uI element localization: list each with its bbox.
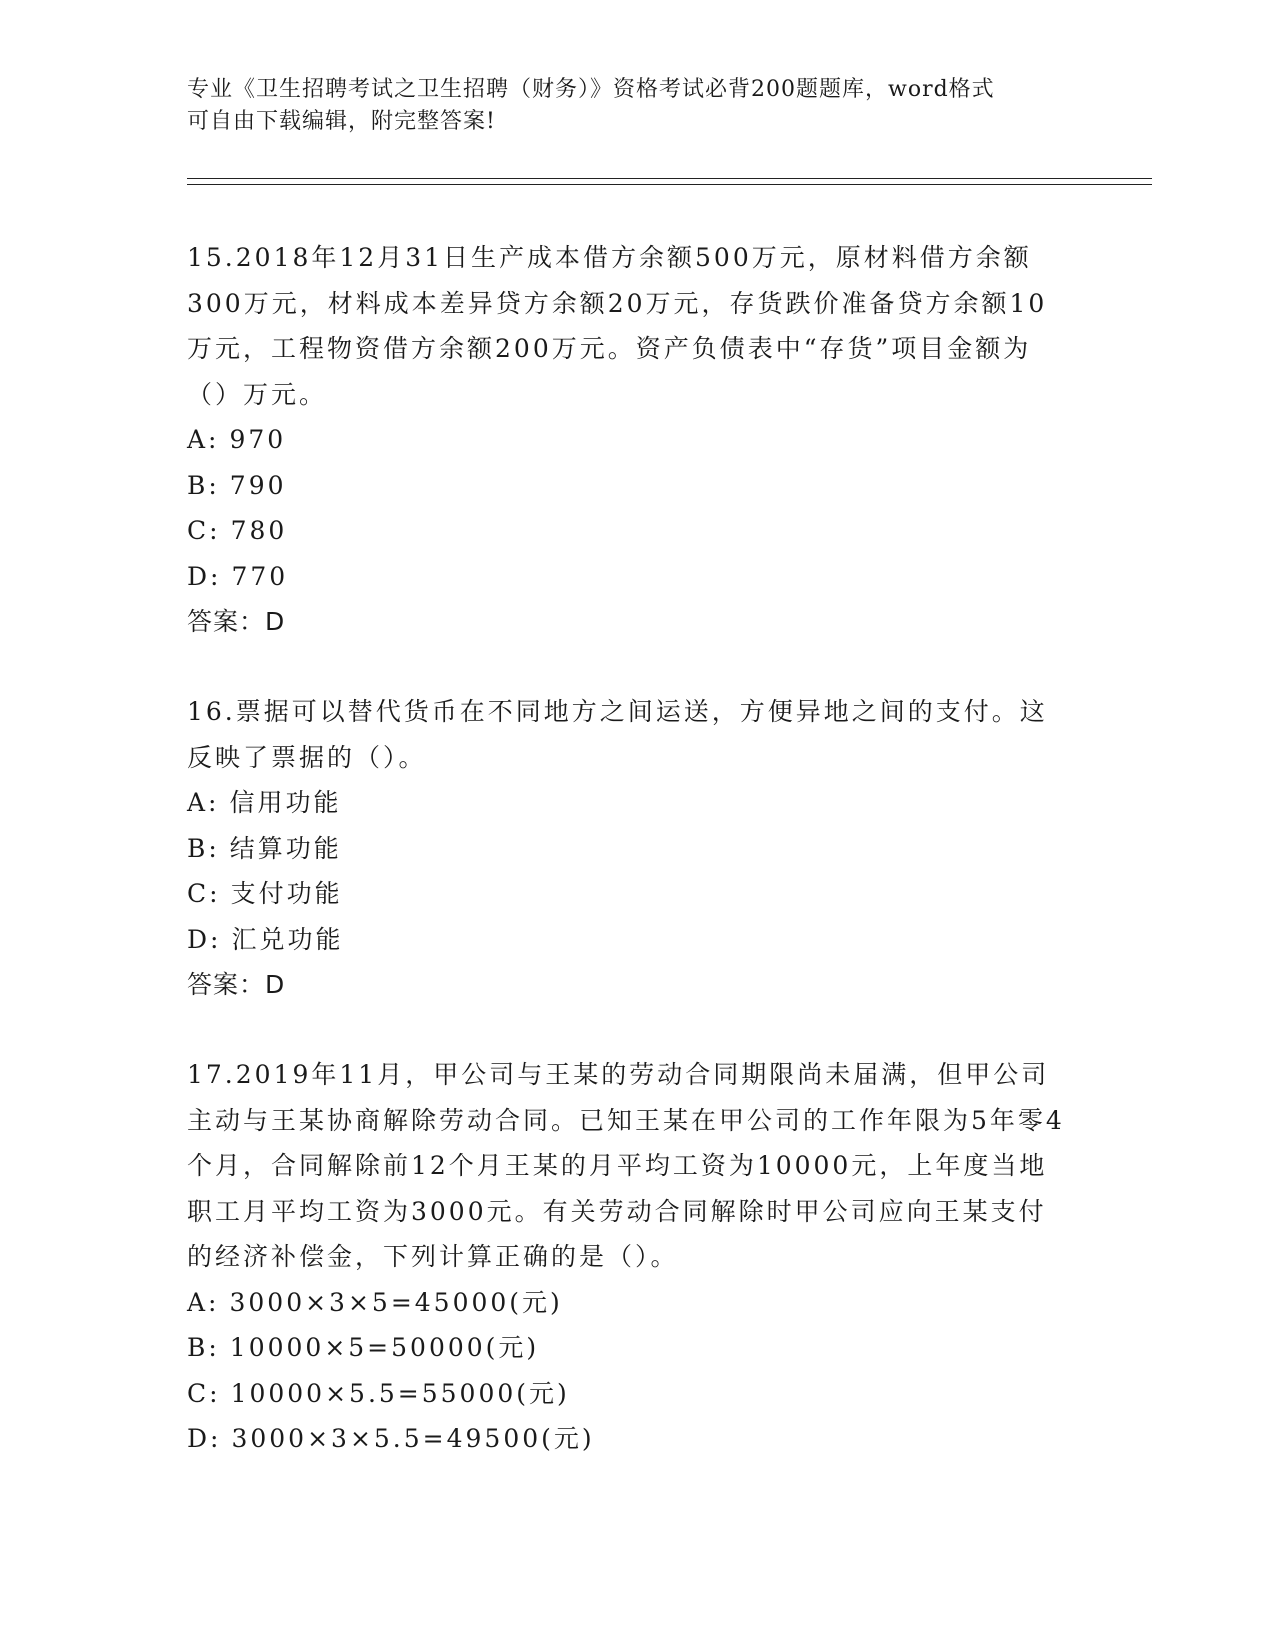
question-stem: 15.2018年12月31日生产成本借方余额500万元，原材料借方余额300万元，材料成本差异贷方余额20万元，存货跌价准备贷方余额10万元，工程物资借方余额200万元。资产负债表中“存货”项目金额为（）万元。 (187, 243, 1048, 409)
option-d (187, 917, 1067, 963)
option-b (187, 1325, 1067, 1371)
question-15 (187, 235, 1067, 645)
option-b (187, 463, 1067, 509)
option-b (187, 826, 1067, 872)
option-text: 780 (230, 516, 288, 545)
answer-line: 答案：D (187, 607, 286, 636)
option-letter: D: (187, 924, 222, 954)
option-text: 770 (231, 561, 289, 591)
header-divider (187, 178, 1152, 185)
answer-line: 答案：D (187, 970, 286, 999)
header-line-1: 专业《卫生招聘考试之卫生招聘（财务）》资格考试必背200题题库，word格式 (187, 77, 995, 102)
question-16 (187, 689, 1067, 1008)
option-letter: A: (187, 788, 220, 817)
option-text: 支付功能 (230, 879, 343, 908)
question-17 (187, 1052, 1067, 1462)
option-letter: C: (187, 879, 221, 908)
option-letter: A: (187, 425, 220, 454)
question-stem: 16.票据可以替代货币在不同地方之间运送，方便异地之间的支付。这反映了票据的（）。 (187, 697, 1048, 772)
option-c (187, 871, 1067, 917)
option-text: 信用功能 (229, 788, 342, 817)
option-a (187, 417, 1067, 463)
option-d (187, 1416, 1067, 1462)
option-letter: C: (187, 1378, 221, 1408)
option-text: 970 (229, 425, 287, 454)
option-letter: D: (187, 1424, 222, 1453)
option-c (187, 508, 1067, 554)
document-header (187, 74, 1067, 138)
option-text: 3000×3×5=45000(元) (229, 1287, 563, 1317)
option-c (187, 1371, 1067, 1417)
option-text: 790 (229, 470, 287, 500)
option-text: 结算功能 (229, 833, 342, 863)
option-text: 10000×5.5=55000(元) (230, 1378, 570, 1408)
option-letter: B: (187, 1333, 220, 1362)
option-letter: A: (187, 1287, 220, 1317)
option-d (187, 554, 1067, 600)
option-letter: B: (187, 833, 220, 863)
option-text: 汇兑功能 (231, 924, 344, 954)
option-letter: C: (187, 516, 221, 545)
option-letter: B: (187, 470, 220, 500)
option-a (187, 1280, 1067, 1326)
header-line-2: 可自由下载编辑，附完整答案! (187, 109, 496, 134)
option-text: 3000×3×5.5=49500(元) (231, 1424, 595, 1453)
option-text: 10000×5=50000(元) (229, 1333, 540, 1362)
option-a (187, 780, 1067, 826)
option-letter: D: (187, 561, 222, 591)
question-stem: 17.2019年11月，甲公司与王某的劳动合同期限尚未届满，但甲公司主动与王某协商解除劳动合同。已知王某在甲公司的工作年限为5年零4个月，合同解除前12个月王某的月平均工资为10000元，上年度当地职工月平均工资为3000元。有关劳动合同解除时甲公司应向王某支付的经济补偿金，下列计算正确的是（）。 (187, 1060, 1065, 1271)
